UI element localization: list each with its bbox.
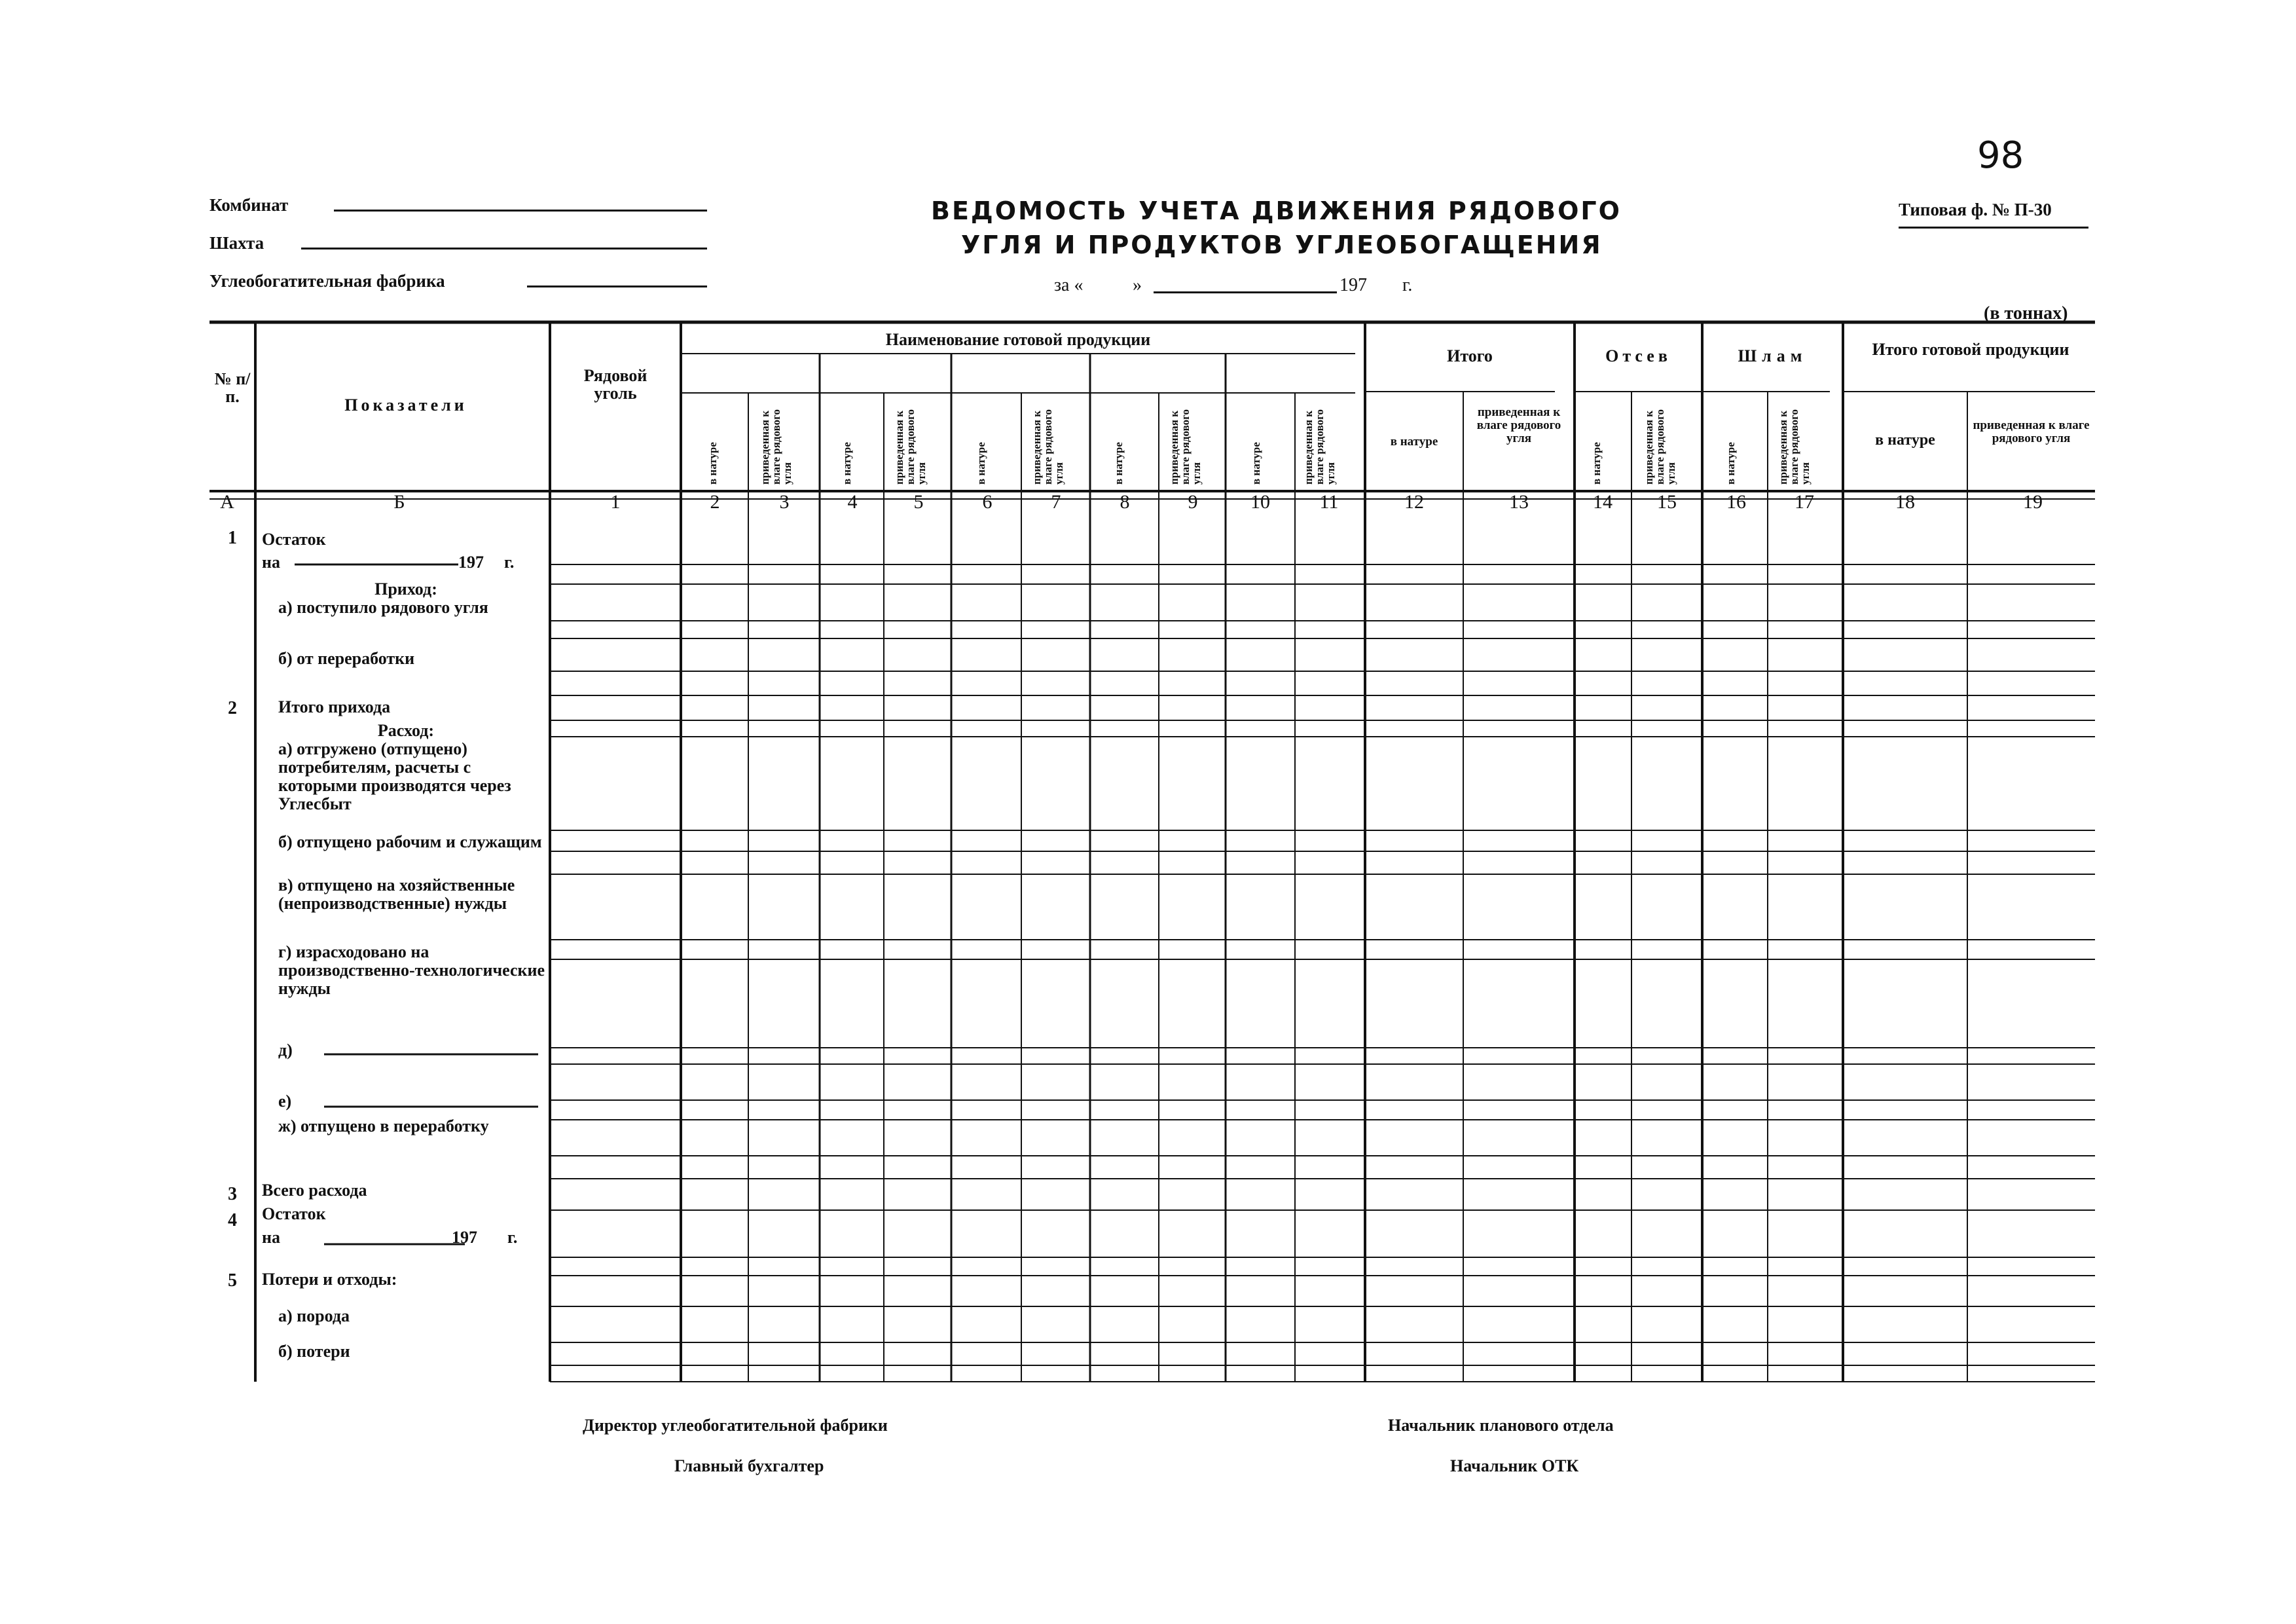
row-number: 3 xyxy=(228,1184,237,1204)
losses-b: б) потери xyxy=(278,1342,350,1361)
row-closing: Остаток xyxy=(262,1204,326,1223)
col-num: 6 xyxy=(982,491,993,513)
total-products-header: Итого готовой продукции xyxy=(1872,340,2069,359)
plant-label: Углеобогатительная фабрика xyxy=(210,271,445,291)
combine-label: Комбинат xyxy=(210,195,289,215)
sub-natural: в натуре xyxy=(1250,442,1262,485)
col-num: 11 xyxy=(1319,491,1339,513)
expense-heading: Расход: xyxy=(377,721,435,740)
title-line-2: УГЛЯ И ПРОДУКТОВ УГЛЕОБОГАЩЕНИЯ xyxy=(961,231,1603,259)
col-num: 9 xyxy=(1188,491,1198,513)
sub-natural: в натуре xyxy=(975,442,987,485)
expense-b: б) отпущено рабочим и служащим xyxy=(278,832,542,851)
sub-natural: в натуре xyxy=(841,442,853,485)
row-closing-suffix: г. xyxy=(507,1228,518,1247)
expense-total: Всего расхода xyxy=(262,1181,367,1200)
col-num: 10 xyxy=(1250,491,1270,513)
col-num: 5 xyxy=(913,491,924,513)
col-num: 4 xyxy=(847,491,858,513)
mine-label: Шахта xyxy=(210,233,264,253)
col-num: 17 xyxy=(1795,491,1814,513)
col-letter-b: Б xyxy=(393,491,405,513)
col-num: 3 xyxy=(779,491,790,513)
income-b: б) от переработки xyxy=(278,649,415,668)
period-prefix: за « xyxy=(1054,275,1084,295)
raw-coal-header: Рядовой уголь xyxy=(583,366,647,403)
screenings-header: Отсев xyxy=(1605,346,1671,365)
col-num: 7 xyxy=(1051,491,1061,513)
col-num: 15 xyxy=(1657,491,1677,513)
screenings-reduced: приведенная к влаге рядового угля xyxy=(1643,409,1677,485)
income-heading: Приход: xyxy=(374,580,437,599)
col-num: 2 xyxy=(710,491,720,513)
income-total: Итого прихода xyxy=(278,697,391,716)
expense-c: в) отпущено на хозяйственные (непроизводственные) нужды xyxy=(278,876,515,913)
sludge-reduced: приведенная к влаге рядового угля xyxy=(1777,409,1812,485)
products-group-header: Наименование готовой продукции xyxy=(885,330,1151,349)
expense-d: г) израсходовано на производственно-технологические нужды xyxy=(278,942,545,999)
row-remainder-year: 197 xyxy=(458,553,484,572)
signature-director: Директор углеобогатительной фабрики xyxy=(583,1416,888,1435)
col-num: 13 xyxy=(1509,491,1529,513)
expense-e: д) xyxy=(278,1041,293,1060)
col-b-header: Показатели xyxy=(344,396,467,415)
col-num: 1 xyxy=(610,491,621,513)
row-number: 4 xyxy=(228,1210,237,1230)
sub-reduced: приведенная к влаге рядового угля xyxy=(1302,409,1337,485)
row-number: 1 xyxy=(228,528,237,548)
total-natural: в натуре xyxy=(1390,435,1438,449)
signature-qc: Начальник ОТК xyxy=(1450,1456,1579,1475)
period-suffix: г. xyxy=(1402,275,1413,295)
period-mid: » xyxy=(1133,275,1142,295)
col-num: 12 xyxy=(1404,491,1424,513)
sub-natural: в натуре xyxy=(1112,442,1125,485)
col-a-header: № п/п. xyxy=(214,369,251,407)
sludge-natural: в натуре xyxy=(1724,442,1737,485)
row-remainder-suffix: г. xyxy=(504,553,515,572)
page-number: 98 xyxy=(1977,134,2024,177)
sub-reduced: приведенная к влаге рядового угля xyxy=(893,409,928,485)
col-num: 8 xyxy=(1120,491,1130,513)
signature-planning: Начальник планового отдела xyxy=(1388,1416,1614,1435)
row-remainder-date-prefix: на xyxy=(262,553,280,572)
row-number: 5 xyxy=(228,1270,237,1291)
col-num: 19 xyxy=(2023,491,2043,513)
period-year: 197 xyxy=(1339,275,1367,295)
row-closing-date-prefix: на xyxy=(262,1228,280,1247)
sludge-header: Шлам xyxy=(1738,346,1808,365)
total-header: Итого xyxy=(1447,346,1493,365)
losses-heading: Потери и отходы: xyxy=(262,1270,397,1289)
final-reduced: приведенная к влаге рядового угля xyxy=(1973,418,2090,445)
final-natural: в натуре xyxy=(1875,432,1935,449)
row-closing-year: 197 xyxy=(452,1228,477,1247)
expense-f: е) xyxy=(278,1092,292,1111)
expense-a: а) отгружено (отпущено) потребителям, расчеты с которыми производятся через Углесбыт xyxy=(278,739,511,814)
row-remainder: Остаток xyxy=(262,530,326,549)
sub-natural: в натуре xyxy=(706,442,719,485)
sub-reduced: приведенная к влаге рядового угля xyxy=(759,409,793,485)
screenings-natural: в натуре xyxy=(1590,442,1603,485)
form-number: Типовая ф. № П-30 xyxy=(1899,200,2052,219)
col-letter-a: А xyxy=(220,491,234,513)
sub-reduced: приведенная к влаге рядового угля xyxy=(1030,409,1065,485)
col-num: 14 xyxy=(1593,491,1613,513)
col-num: 18 xyxy=(1895,491,1915,513)
expense-g: ж) отпущено в переработку xyxy=(278,1116,489,1135)
row-number: 2 xyxy=(228,698,237,718)
signature-accountant: Главный бухгалтер xyxy=(674,1456,824,1475)
col-num: 16 xyxy=(1726,491,1746,513)
sub-reduced: приведенная к влаге рядового угля xyxy=(1168,409,1203,485)
income-a: а) поступило рядового угля xyxy=(278,598,488,617)
units-label: (в тоннах) xyxy=(1984,303,2068,323)
title-line-1: ВЕДОМОСТЬ УЧЕТА ДВИЖЕНИЯ РЯДОВОГО xyxy=(931,196,1622,225)
losses-a: а) порода xyxy=(278,1306,350,1325)
total-reduced: приведенная к влаге рядового угля xyxy=(1476,405,1561,445)
